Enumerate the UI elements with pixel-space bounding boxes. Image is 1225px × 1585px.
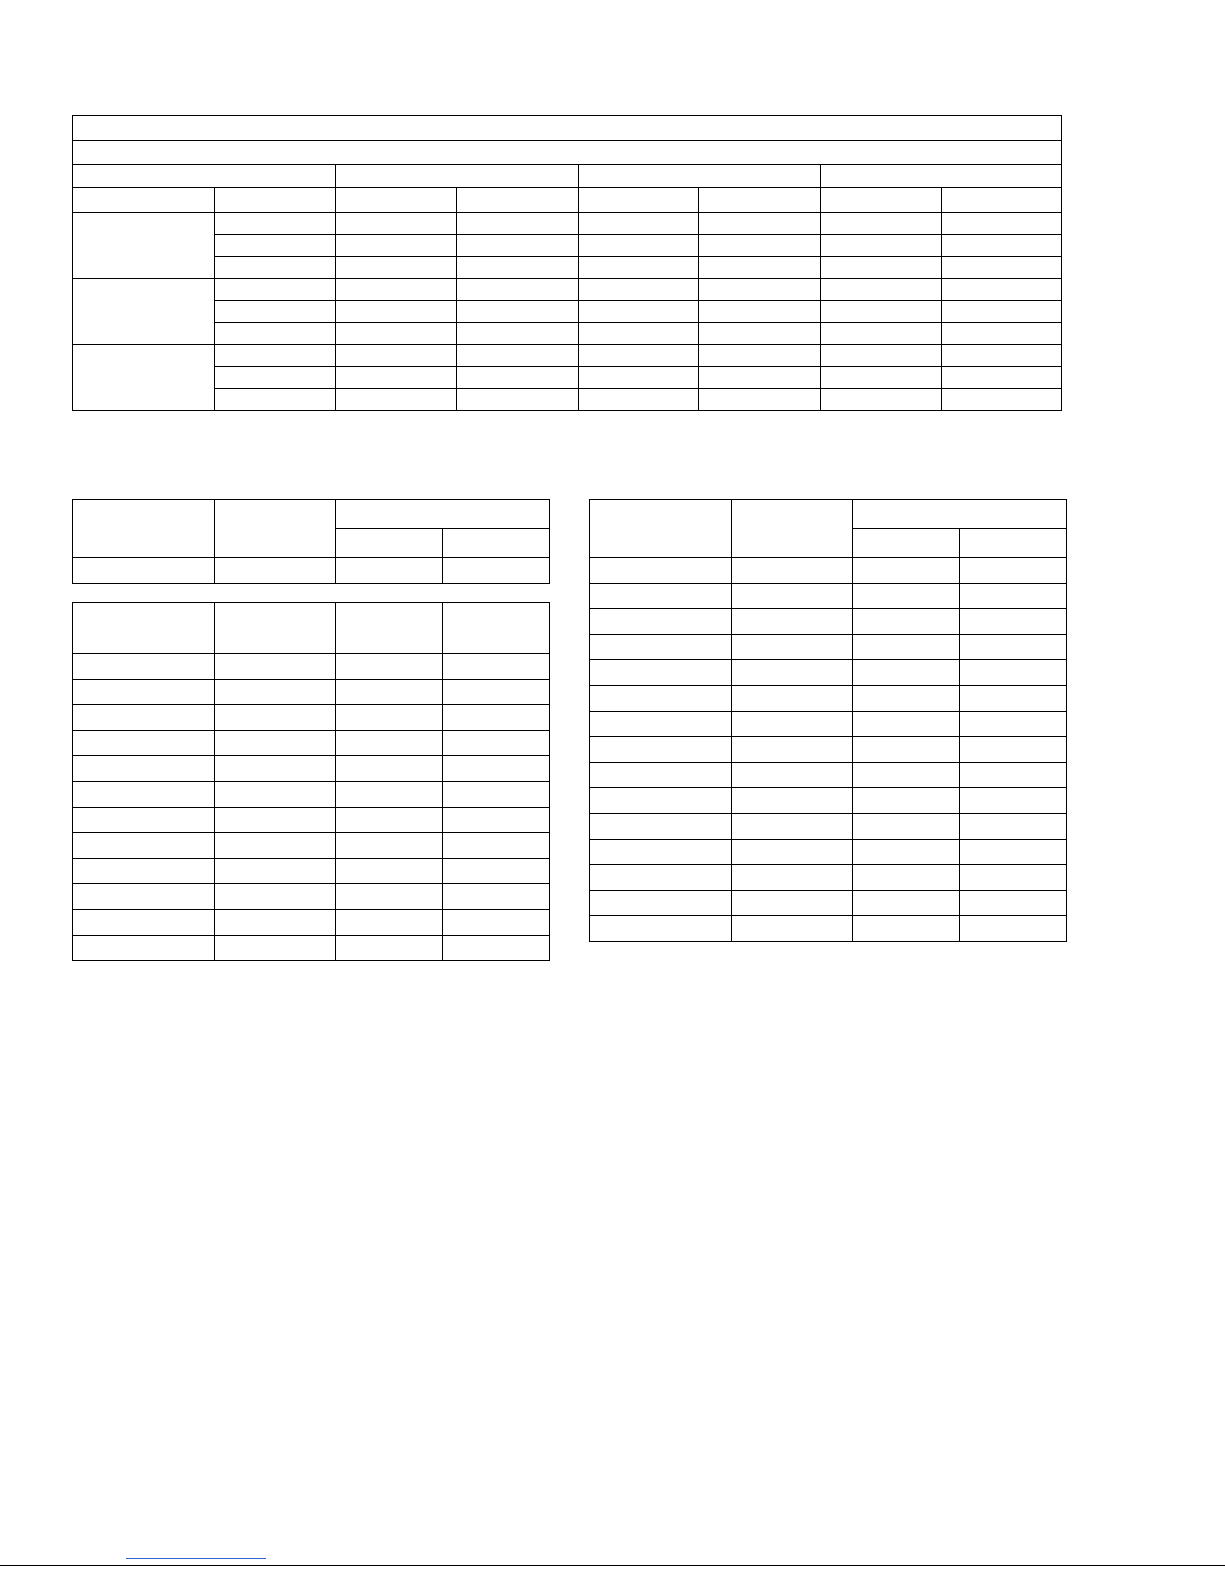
table-cell [215, 730, 336, 756]
table-cell [699, 213, 821, 235]
table-cell [732, 890, 853, 916]
table-cell [732, 865, 853, 891]
table-cell [853, 583, 960, 609]
table-cell [590, 711, 732, 737]
table-cell [443, 884, 550, 910]
table-cell [853, 685, 960, 711]
table-cell [590, 685, 732, 711]
table-header-cell [336, 603, 443, 654]
table-cell [457, 323, 579, 345]
table-cell [336, 705, 443, 731]
table-cell [821, 323, 942, 345]
table-cell [590, 813, 732, 839]
table-header-cell [853, 529, 960, 558]
table-cell [73, 654, 215, 680]
table-header-cell [443, 529, 550, 558]
table-cell [579, 279, 699, 301]
table-cell [215, 235, 336, 257]
table-header-cell [960, 529, 1067, 558]
table-row [73, 116, 1062, 141]
table-row [73, 257, 1062, 279]
table-cell [443, 679, 550, 705]
table-cell [853, 839, 960, 865]
table-cell [590, 762, 732, 788]
table-cell [457, 345, 579, 367]
table-row [73, 705, 550, 731]
table-cell [73, 935, 215, 961]
table-row [590, 839, 1067, 865]
table-header-cell [942, 188, 1062, 213]
table-cell [73, 730, 215, 756]
table-cell [73, 807, 215, 833]
table-cell [590, 660, 732, 686]
table-cell [215, 679, 336, 705]
table-cell [443, 807, 550, 833]
table-cell [579, 323, 699, 345]
table-cell [73, 909, 215, 935]
table-cell [732, 711, 853, 737]
table-cell [336, 730, 443, 756]
table-header-cell [579, 188, 699, 213]
table-cell [336, 679, 443, 705]
table-cell [699, 345, 821, 367]
table-cell [73, 756, 215, 782]
table-header-cell [73, 500, 215, 558]
table-cell [215, 213, 336, 235]
table-cell [732, 558, 853, 584]
table-cell [336, 654, 443, 680]
table-row [73, 345, 1062, 367]
table-cell [699, 301, 821, 323]
table-cell [336, 781, 443, 807]
summary-table [72, 499, 550, 584]
table-cell [732, 839, 853, 865]
table-cell [590, 865, 732, 891]
table-cell [73, 833, 215, 859]
table-cell [732, 660, 853, 686]
table-group-cell [73, 213, 215, 279]
table-row [590, 711, 1067, 737]
table-row [73, 367, 1062, 389]
table-row [73, 833, 550, 859]
table-cell [215, 367, 336, 389]
footer-link-underline [126, 1558, 266, 1559]
table-row [73, 235, 1062, 257]
table-cell [732, 788, 853, 814]
footer-rule [0, 1565, 1225, 1566]
table-cell [457, 301, 579, 323]
table-cell [215, 301, 336, 323]
table-cell [590, 634, 732, 660]
table-cell [579, 257, 699, 279]
table-cell [699, 367, 821, 389]
table-cell [215, 257, 336, 279]
table-cell [732, 583, 853, 609]
table-cell [336, 345, 457, 367]
table-header-cell [336, 188, 457, 213]
table-cell [960, 558, 1067, 584]
table-cell [73, 858, 215, 884]
table-cell [336, 756, 443, 782]
table-cell [73, 781, 215, 807]
table-header-cell [457, 188, 579, 213]
table-cell [960, 711, 1067, 737]
table-cell [942, 235, 1062, 257]
table-cell [336, 301, 457, 323]
table-cell [457, 367, 579, 389]
table-cell [942, 389, 1062, 411]
table-cell [590, 788, 732, 814]
table-row [73, 500, 550, 529]
table-cell [942, 279, 1062, 301]
table-cell [821, 389, 942, 411]
table-cell [336, 323, 457, 345]
table-row [73, 884, 550, 910]
table-cell [443, 654, 550, 680]
table-cell [215, 654, 336, 680]
table-cell [699, 257, 821, 279]
table-row [73, 188, 1062, 213]
detail-table-left [72, 602, 550, 961]
table-cell [821, 279, 942, 301]
table-header-cell [336, 529, 443, 558]
table-row [73, 389, 1062, 411]
table-cell [960, 813, 1067, 839]
table-cell [215, 705, 336, 731]
table-cell [336, 858, 443, 884]
table-cell [443, 756, 550, 782]
table-cell [336, 558, 443, 584]
table-cell [821, 257, 942, 279]
table-cell [443, 781, 550, 807]
table-cell [443, 833, 550, 859]
table-row [590, 583, 1067, 609]
table-cell [960, 634, 1067, 660]
table-cell [942, 257, 1062, 279]
table-row [590, 890, 1067, 916]
table-cell [853, 634, 960, 660]
table-cell [732, 685, 853, 711]
table-cell [942, 367, 1062, 389]
table-cell [821, 367, 942, 389]
table-cell [960, 685, 1067, 711]
table-row [590, 916, 1067, 942]
table-cell [732, 813, 853, 839]
table-cell [579, 213, 699, 235]
table-cell [853, 890, 960, 916]
table-cell [336, 884, 443, 910]
table-row [73, 781, 550, 807]
table-row [590, 609, 1067, 635]
table-cell [336, 367, 457, 389]
table-header-cell [443, 603, 550, 654]
table-cell [215, 389, 336, 411]
table-cell [590, 583, 732, 609]
table-cell [699, 235, 821, 257]
table-cell [960, 583, 1067, 609]
table-cell [443, 558, 550, 584]
table-cell [457, 257, 579, 279]
table-header-cell [215, 500, 336, 558]
table-cell [457, 389, 579, 411]
table-cell [215, 323, 336, 345]
table-cell [215, 858, 336, 884]
table-cell [579, 345, 699, 367]
table-row [590, 634, 1067, 660]
table-cell [336, 257, 457, 279]
table-cell [853, 558, 960, 584]
table-cell [853, 609, 960, 635]
table-cell [215, 756, 336, 782]
table-cell [942, 213, 1062, 235]
table-cell [443, 909, 550, 935]
table-header-cell [73, 165, 336, 188]
table-cell [73, 884, 215, 910]
detail-table-right [589, 499, 1067, 942]
table-row [73, 654, 550, 680]
table-cell [732, 737, 853, 763]
table-row [73, 558, 550, 584]
table-cell [699, 279, 821, 301]
table-cell [732, 762, 853, 788]
table-header-cell [699, 188, 821, 213]
table-cell [590, 609, 732, 635]
table-cell [73, 558, 215, 584]
table-cell [590, 737, 732, 763]
table-header-cell [590, 500, 732, 558]
table-cell [853, 865, 960, 891]
table-cell [960, 839, 1067, 865]
table-cell [336, 389, 457, 411]
table-cell [853, 762, 960, 788]
table-title-cell [73, 116, 1062, 141]
table-cell [215, 833, 336, 859]
table-cell [443, 935, 550, 961]
table-cell [579, 367, 699, 389]
table-cell [821, 301, 942, 323]
table-header-cell [732, 500, 853, 558]
table-cell [73, 705, 215, 731]
table-row [73, 323, 1062, 345]
table-cell [960, 609, 1067, 635]
table-header-cell [73, 188, 215, 213]
table-row [590, 500, 1067, 529]
table-header-cell [579, 165, 821, 188]
table-cell [579, 235, 699, 257]
table-cell [853, 813, 960, 839]
top-table [72, 115, 1062, 411]
table-row [590, 762, 1067, 788]
table-cell [457, 279, 579, 301]
table-cell [853, 711, 960, 737]
table-header-cell [336, 500, 550, 529]
table-cell [443, 730, 550, 756]
table-cell [699, 323, 821, 345]
table-header-cell [336, 165, 579, 188]
table-header-cell [821, 188, 942, 213]
table-header-cell [821, 165, 1062, 188]
table-cell [579, 389, 699, 411]
table-cell [443, 705, 550, 731]
table-header-cell [215, 603, 336, 654]
table-cell [336, 235, 457, 257]
table-row [73, 279, 1062, 301]
table-cell [821, 213, 942, 235]
table-header-cell [215, 188, 336, 213]
table-cell [336, 279, 457, 301]
table-row [73, 909, 550, 935]
table-cell [853, 916, 960, 942]
table-cell [732, 634, 853, 660]
table-cell [457, 213, 579, 235]
table-cell [457, 235, 579, 257]
table-header-cell [73, 603, 215, 654]
table-row [590, 660, 1067, 686]
table-row [73, 679, 550, 705]
table-cell [215, 279, 336, 301]
table-row [590, 737, 1067, 763]
table-row [73, 213, 1062, 235]
table-subtitle-cell [73, 141, 1062, 165]
table-row [590, 813, 1067, 839]
table-cell [443, 858, 550, 884]
table-cell [336, 935, 443, 961]
table-cell [942, 345, 1062, 367]
table-row [73, 301, 1062, 323]
table-row [73, 730, 550, 756]
table-cell [732, 916, 853, 942]
table-row [590, 788, 1067, 814]
table-row [73, 603, 550, 654]
table-cell [960, 916, 1067, 942]
table-row [73, 141, 1062, 165]
table-cell [732, 609, 853, 635]
table-group-cell [73, 279, 215, 345]
table-group-cell [73, 345, 215, 411]
table-cell [960, 660, 1067, 686]
table-row [590, 685, 1067, 711]
table-cell [336, 213, 457, 235]
table-cell [960, 788, 1067, 814]
table-cell [590, 916, 732, 942]
table-cell [821, 235, 942, 257]
table-row [590, 558, 1067, 584]
table-cell [942, 323, 1062, 345]
table-cell [942, 301, 1062, 323]
table-cell [960, 865, 1067, 891]
table-cell [336, 807, 443, 833]
table-cell [73, 679, 215, 705]
table-cell [590, 890, 732, 916]
table-cell [590, 839, 732, 865]
table-cell [960, 737, 1067, 763]
table-cell [853, 737, 960, 763]
table-row [73, 858, 550, 884]
table-cell [215, 935, 336, 961]
table-cell [336, 833, 443, 859]
table-cell [215, 781, 336, 807]
table-cell [960, 890, 1067, 916]
table-cell [960, 762, 1067, 788]
table-cell [215, 884, 336, 910]
table-cell [853, 660, 960, 686]
table-row [73, 756, 550, 782]
table-row [73, 807, 550, 833]
table-cell [215, 345, 336, 367]
table-cell [215, 558, 336, 584]
table-cell [699, 389, 821, 411]
table-cell [215, 807, 336, 833]
table-header-cell [853, 500, 1067, 529]
table-row [73, 165, 1062, 188]
table-row [73, 935, 550, 961]
table-row [590, 865, 1067, 891]
table-cell [821, 345, 942, 367]
table-cell [590, 558, 732, 584]
table-cell [853, 788, 960, 814]
table-cell [215, 909, 336, 935]
table-cell [336, 909, 443, 935]
table-cell [579, 301, 699, 323]
